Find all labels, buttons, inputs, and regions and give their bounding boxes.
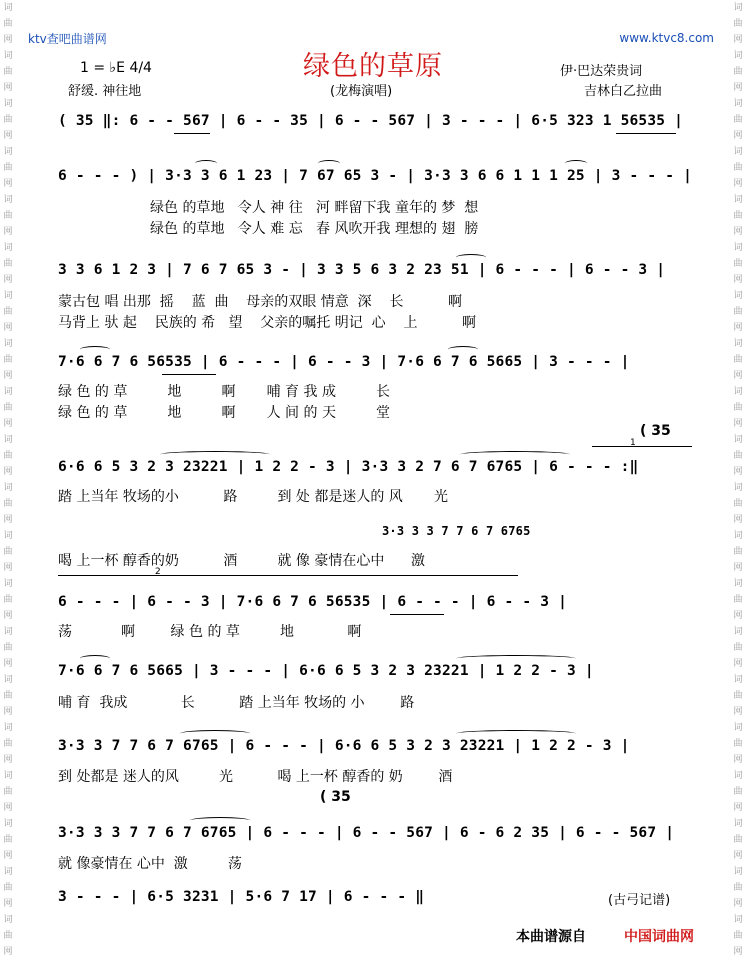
lyric-line-1: 到 处都是 迷人的风 光 喝 上一杯 醇香的 奶 酒 <box>58 769 453 785</box>
lyric-line-1: 荡 啊 绿 色 的 草 地 啊 <box>58 624 362 640</box>
lyric-line-alt: 喝 上一杯 醇香的奶 酒 就 像 豪情在心中 激 <box>58 553 426 569</box>
score-row-4: 7·6 6 7 6 56535 | 6 - - - | 6 - - 3 | 7·6 6 7 6 5665 | 3 - - - | <box>58 354 630 370</box>
score-row-8: 3·3 3 7 7 6 7 6765 | 6 - - - | 6·6 6 5 3 2 3 23221 | 1 2 2 - 3 | <box>58 738 630 754</box>
lyric-line-1: 蒙古包 唱 出那 摇 蓝 曲 母亲的双眼 情意 深 长 啊 <box>58 294 462 310</box>
transcriber-credit: (古弓记谱) <box>608 893 671 908</box>
lyric-line-2: 绿 色 的 草 地 啊 人 间 的 天 堂 <box>58 405 391 421</box>
footer-source-label: 本曲谱源自 <box>516 929 586 945</box>
tempo-marking: 舒缓. 神往地 <box>68 84 142 99</box>
tie-mark <box>460 451 570 458</box>
lyric-line-1: 绿色 的草地 令人 神 往 河 畔留下我 童年的 梦 想 <box>150 200 479 216</box>
tie-mark <box>565 160 587 167</box>
tie-mark <box>180 730 250 737</box>
score-row-2: 6 - - - ) | 3·3 3 6 1 23 | 7 67 65 3 - | 3·3 3 6 6 1 1 1 25 | 3 - - - | <box>58 168 693 184</box>
pickup-bracket: ( 35 <box>320 789 351 805</box>
lyric-line-1: 踏 上当年 牧场的小 路 到 处 都是迷人的 风 光 <box>58 489 448 505</box>
score-row-1: ( 35 ‖: 6 - - 567 | 6 - - 35 | 6 - - 567 | 3 - - - | 6·5 323 1 56535 | <box>58 113 684 129</box>
tie-mark <box>160 451 270 458</box>
beam-line <box>162 374 216 375</box>
volta-1-line <box>592 446 692 447</box>
lyric-line-1: 就 像豪情在 心中 激 荡 <box>58 856 242 872</box>
tie-mark <box>80 655 110 662</box>
site-url-right[interactable]: www.ktvc8.com <box>619 31 714 45</box>
tie-mark <box>318 160 340 167</box>
pickup-bracket: ( 35 <box>640 423 671 439</box>
song-title: 绿色的草原 <box>303 51 443 82</box>
lyricist: 伊·巴达荣贵词 <box>560 64 643 79</box>
side-watermark-left: 词 曲 网 词 曲 网 词 曲 网 词 曲 网 词 曲 网 词 曲 网 词 曲 网 词 曲 网 词 曲 网 词 曲 网 词 曲 网 词 曲 网 词 曲 网 词 曲 网 词 曲 网 词 曲 网 词 曲 网 词 曲 网 词 曲 网 词 曲 网 <box>3 3 13 957</box>
lyric-line-1: 绿 色 的 草 地 啊 哺 育 我 成 长 <box>58 384 391 400</box>
key-signature: 1 = ♭E 4/4 <box>80 60 152 76</box>
lyric-line-2: 绿色 的草地 令人 难 忘 春 风吹开我 理想的 翅 膀 <box>150 221 479 237</box>
score-row-5: 6·6 6 5 3 2 3 23221 | 1 2 2 - 3 | 3·3 3 2 7 6 7 6765 | 6 - - - :‖ <box>58 459 639 475</box>
volta-2-line <box>58 575 518 576</box>
score-row-6: 6 - - - | 6 - - 3 | 7·6 6 7 6 56535 | 6 - - - | 6 - - 3 | <box>58 594 567 610</box>
site-name-left[interactable]: ktv查吧曲谱网 <box>28 32 107 46</box>
beam-line <box>616 133 676 134</box>
singer: (龙梅演唱) <box>330 84 393 99</box>
side-watermark-right: 词 曲 网 词 曲 网 词 曲 网 词 曲 网 词 曲 网 词 曲 网 词 曲 网 词 曲 网 词 曲 网 词 曲 网 词 曲 网 词 曲 网 词 曲 网 词 曲 网 词 曲 网 词 曲 网 词 曲 网 词 曲 网 词 曲 网 词 曲 网 <box>733 3 743 957</box>
score-row-3: 3 3 6 1 2 3 | 7 6 7 65 3 - | 3 3 5 6 3 2 23 51 | 6 - - - | 6 - - 3 | <box>58 262 666 278</box>
composer: 吉林白乙拉曲 <box>584 84 663 99</box>
score-row-5-alt: 3·3 3 3 7 7 6 7 6765 <box>382 524 531 538</box>
score-row-10: 3 - - - | 6·5 3231 | 5·6 7 17 | 6 - - - ‖ <box>58 889 425 905</box>
score-row-9: 3·3 3 3 7 7 6 7 6765 | 6 - - - | 6 - - 567 | 6 - 6 2 35 | 6 - - 567 | <box>58 825 675 841</box>
lyric-line-1: 哺 育 我成 长 踏 上当年 牧场的 小 路 <box>58 695 415 711</box>
volta-2-number: 2 <box>155 567 161 577</box>
beam-line <box>174 133 210 134</box>
volta-1-number: 1 <box>630 438 636 448</box>
tie-mark <box>80 346 110 353</box>
tie-mark <box>190 817 250 824</box>
score-row-7: 7·6 6 7 6 5665 | 3 - - - | 6·6 6 5 3 2 3 23221 | 1 2 2 - 3 | <box>58 663 594 679</box>
tie-mark <box>448 346 478 353</box>
footer-source-site[interactable]: 中国词曲网 <box>624 929 694 945</box>
tie-mark <box>456 655 576 662</box>
tie-mark <box>456 730 576 737</box>
tie-mark <box>456 254 486 261</box>
tie-mark <box>195 160 217 167</box>
lyric-line-2: 马背上 驮 起 民族的 希 望 父亲的嘱托 明记 心 上 啊 <box>58 315 476 331</box>
beam-line <box>390 614 444 615</box>
